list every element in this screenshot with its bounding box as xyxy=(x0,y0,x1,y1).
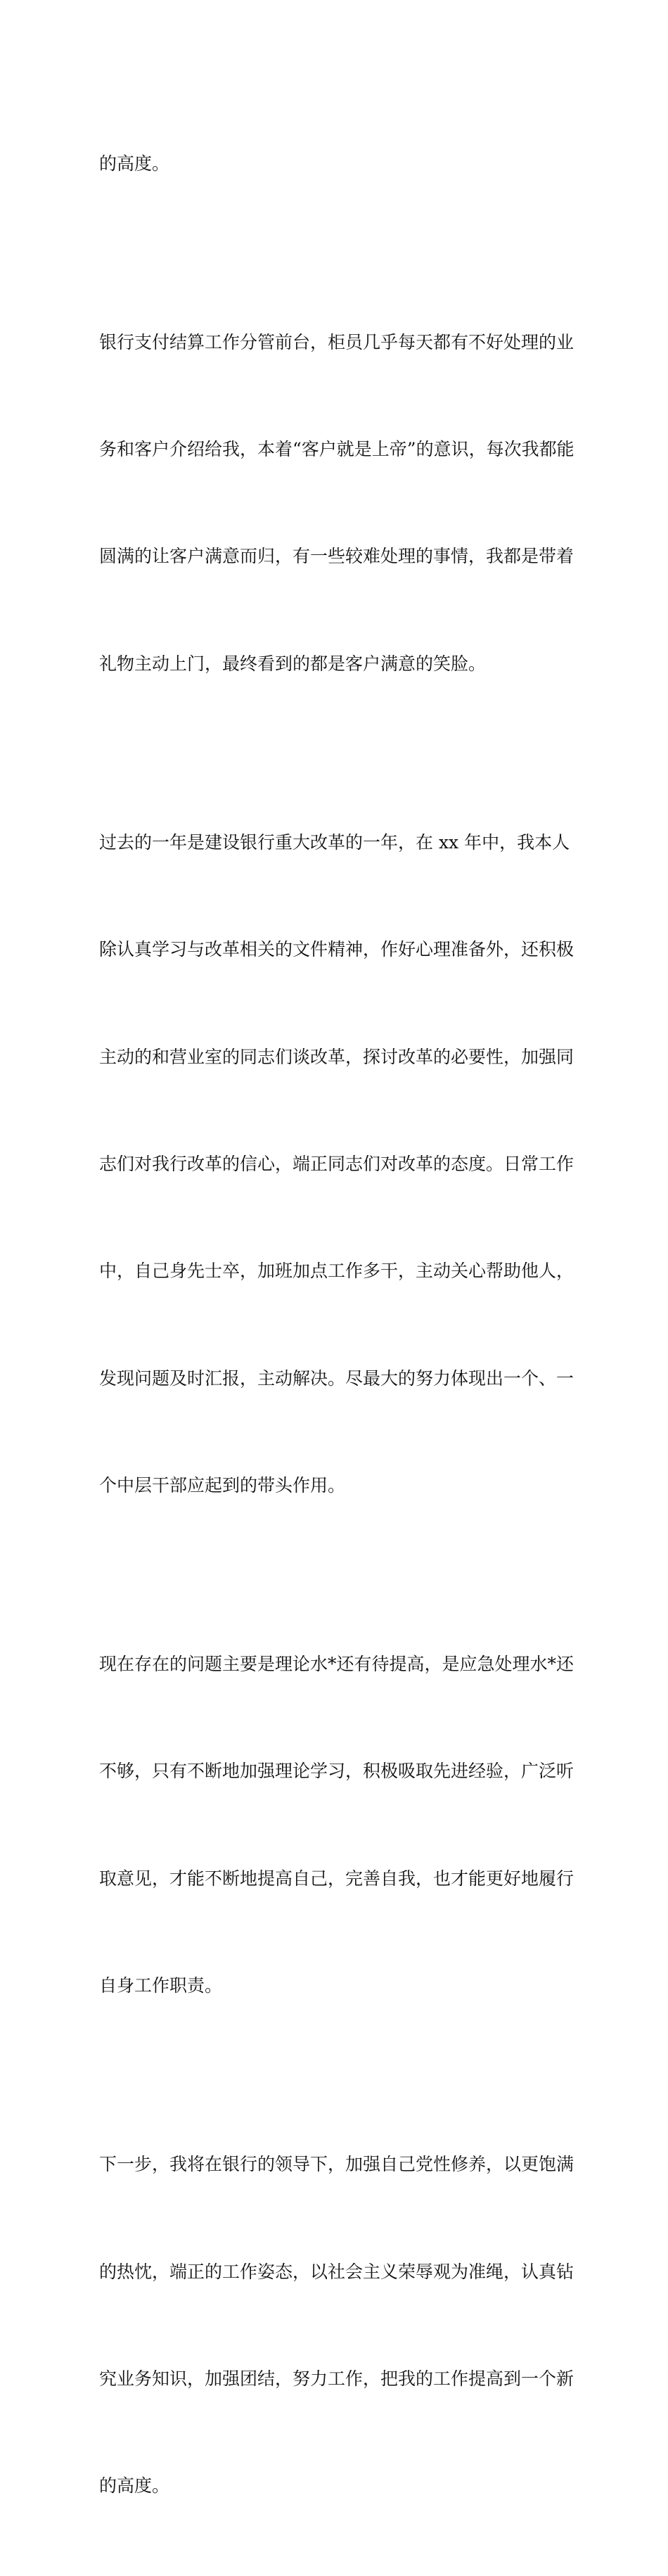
paragraph-3 xyxy=(99,753,574,1575)
paragraph-line: 过去的一年是建设银行重大改革的一年，在 xx 年中，我本人 xyxy=(99,831,570,853)
paragraph-line: 现在存在的问题主要是理论水*还有待提高，是应急处理水*还 xyxy=(99,1654,574,1675)
paragraph-line: 中，自己身先士卒，加班加点工作多干，主动关心帮助他人， xyxy=(99,1261,574,1282)
paragraph-4 xyxy=(99,1575,574,2075)
paragraph-5 xyxy=(99,2076,574,2576)
paragraph-line: 务和客户介绍给我，本着“客户就是上帝”的意识，每次我都能 xyxy=(99,438,574,459)
document-body xyxy=(99,75,574,2576)
paragraph-line: 的高度。 xyxy=(99,2475,170,2497)
paragraph-line: 究业务知识，加强团结，努力工作，把我的工作提高到一个新 xyxy=(99,2368,574,2389)
paragraph-line: 取意见，才能不断地提高自己，完善自我，也才能更好地履行 xyxy=(99,1868,574,1889)
paragraph-2 xyxy=(99,253,574,753)
paragraph-line: 下一步，我将在银行的领导下，加强自己党性修养，以更饱满 xyxy=(99,2154,574,2175)
paragraph-line: 个中层干部应起到的带头作用。 xyxy=(99,1475,346,1496)
paragraph-line: 自身工作职责。 xyxy=(99,1975,223,1996)
paragraph-line: 的高度。 xyxy=(99,153,170,174)
paragraph-line: 主动的和营业室的同志们谈改革，探讨改革的必要性，加强同 xyxy=(99,1046,574,1067)
paragraph-line: 发现问题及时汇报，主动解决。尽最大的努力体现出一个、一 xyxy=(99,1367,574,1389)
paragraph-line: 礼物主动上门，最终看到的都是客户满意的笑脸。 xyxy=(99,653,487,674)
paragraph-line: 除认真学习与改革相关的文件精神，作好心理准备外，还积极 xyxy=(99,939,574,960)
paragraph-line: 银行支付结算工作分管前台，柜员几乎每天都有不好处理的业 xyxy=(99,331,574,352)
paragraph-line: 的热忱，端正的工作姿态，以社会主义荣辱观为准绳，认真钻 xyxy=(99,2261,574,2282)
paragraph-line: 不够，只有不断地加强理论学习，积极吸取先进经验，广泛听 xyxy=(99,1761,574,1782)
paragraph-1 xyxy=(99,75,574,253)
paragraph-line: 志们对我行改革的信心，端正同志们对改革的态度。日常工作 xyxy=(99,1153,574,1174)
paragraph-line: 圆满的让客户满意而归，有一些较难处理的事情，我都是带着 xyxy=(99,546,574,567)
